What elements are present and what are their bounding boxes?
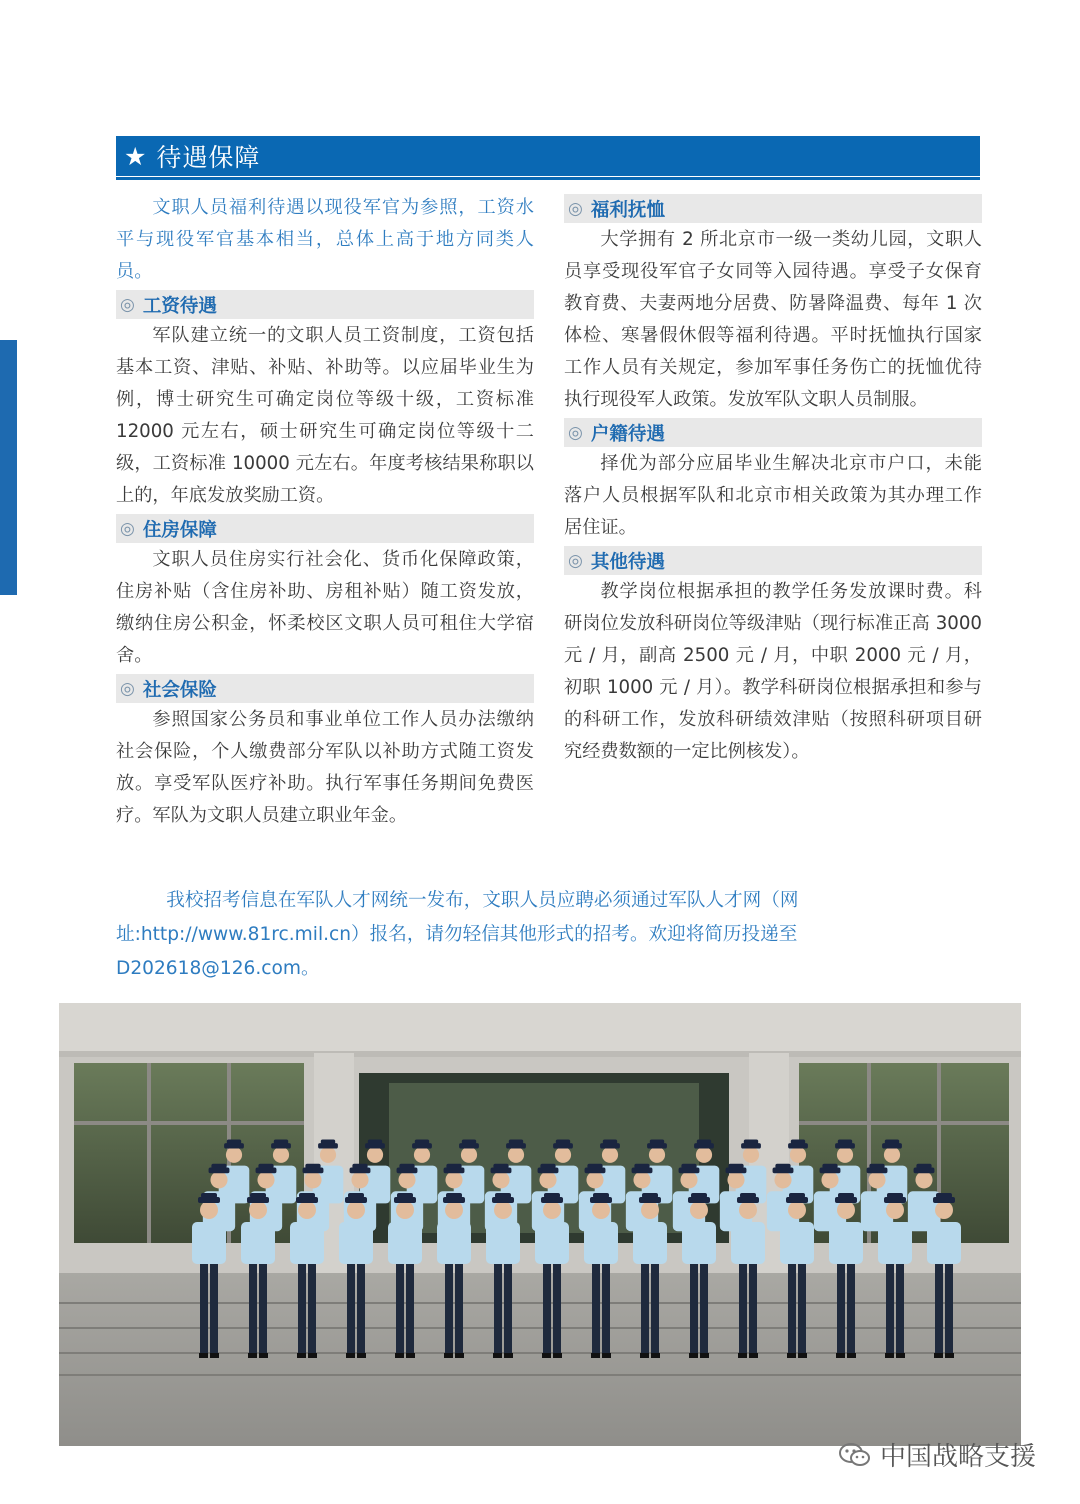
subsection-body: 文职人员住房实行社会化、货币化保障政策，住房补贴（含住房补助、房租补贴）随工资发放，缴纳住房公积金，怀柔校区文职人员可租住大学宿舍。 <box>116 549 534 666</box>
subsection-body: 教学岗位根据承担的教学任务发放课时费。科研岗位发放科研岗位等级津贴（现行标准正高 3000 元 / 月，副高 2500 元 / 月，中职 2000 元 / 月，初职 1000 元 / 月）。教学科研岗位根据承担和参与的科研工作，发放科研绩效津贴（按照科研项目研究经费数额的一定比例核发）。 <box>564 581 982 762</box>
star-icon: ★ <box>124 141 147 171</box>
subsection-body: 参照国家公务员和事业单位工作人员办法缴纳社会保险，个人缴费部分军队以补助方式随工资发放。享受军队医疗补助。执行军事任务期间免费医疗。军队为文职人员建立职业年金。 <box>116 709 534 826</box>
subsection-header-household <box>564 418 982 447</box>
subsection-body: 大学拥有 2 所北京市一级一类幼儿园，文职人员享受现役军官子女同等入园待遇。享受子女保育教育费、夫妻两地分居费、防暑降温费、每年 1 次体检、寒暑假休假等福利待遇。平时抚恤执行国家工作人员有关规定，参加军事任务伤亡的抚恤优待执行现役军人政策。发放军队文职人员制服。 <box>564 229 982 410</box>
subsection-header-other <box>564 546 982 575</box>
watermark-text: 中国战略支援 <box>880 1442 1037 1472</box>
intro-paragraph: 文职人员福利待遇以现役军官为参照，工资水平与现役军官基本相当，总体上高于地方同类人员。 <box>116 197 534 282</box>
ring-bullet-icon: ◎ <box>120 518 135 539</box>
subsection-title: 住房保障 <box>142 519 217 541</box>
ring-bullet-icon: ◎ <box>120 294 135 315</box>
subsection-title: 户籍待遇 <box>590 423 665 445</box>
subsection-title: 其他待遇 <box>590 551 665 573</box>
ring-bullet-icon: ◎ <box>568 550 583 571</box>
group-photo <box>59 1003 1021 1446</box>
subsection-header-housing <box>116 514 534 543</box>
recruitment-notice: 我校招考信息在军队人才网统一发布，文职人员应聘必须通过军队人才网（网址:http://www.81rc.mil.cn）报名，请勿轻信其他形式的招考。欢迎将简历投递至 D202618@126.com。 <box>116 890 799 979</box>
ring-bullet-icon: ◎ <box>568 422 583 443</box>
right-column <box>564 192 982 768</box>
left-edge-accent <box>0 340 17 595</box>
subsection-header-insurance <box>116 674 534 703</box>
subsection-title: 社会保险 <box>142 679 217 701</box>
ring-bullet-icon: ◎ <box>568 198 583 219</box>
subsection-title: 福利抚恤 <box>590 199 665 221</box>
section-header <box>116 136 980 176</box>
subsection-body: 军队建立统一的文职人员工资制度，工资包括基本工资、津贴、补贴、补助等。以应届毕业生为例，博士研究生可确定岗位等级十级，工资标准 12000 元左右，硕士研究生可确定岗位等级十二级，工资标准 10000 元左右。年度考核结果称职以上的，年底发放奖励工资。 <box>116 325 534 506</box>
watermark <box>838 1436 1036 1473</box>
header-underline <box>116 177 980 180</box>
subsection-title: 工资待遇 <box>142 295 217 317</box>
subsection-header-welfare <box>564 194 982 223</box>
section-title: 待遇保障 <box>156 143 261 172</box>
left-column <box>116 192 534 832</box>
subsection-body: 择优为部分应届毕业生解决北京市户口，未能落户人员根据军队和北京市相关政策为其办理工作居住证。 <box>564 453 982 538</box>
subsection-header-salary <box>116 290 534 319</box>
group-photo-illustration <box>59 1003 1021 1446</box>
ring-bullet-icon: ◎ <box>120 678 135 699</box>
wechat-icon <box>838 1441 872 1469</box>
